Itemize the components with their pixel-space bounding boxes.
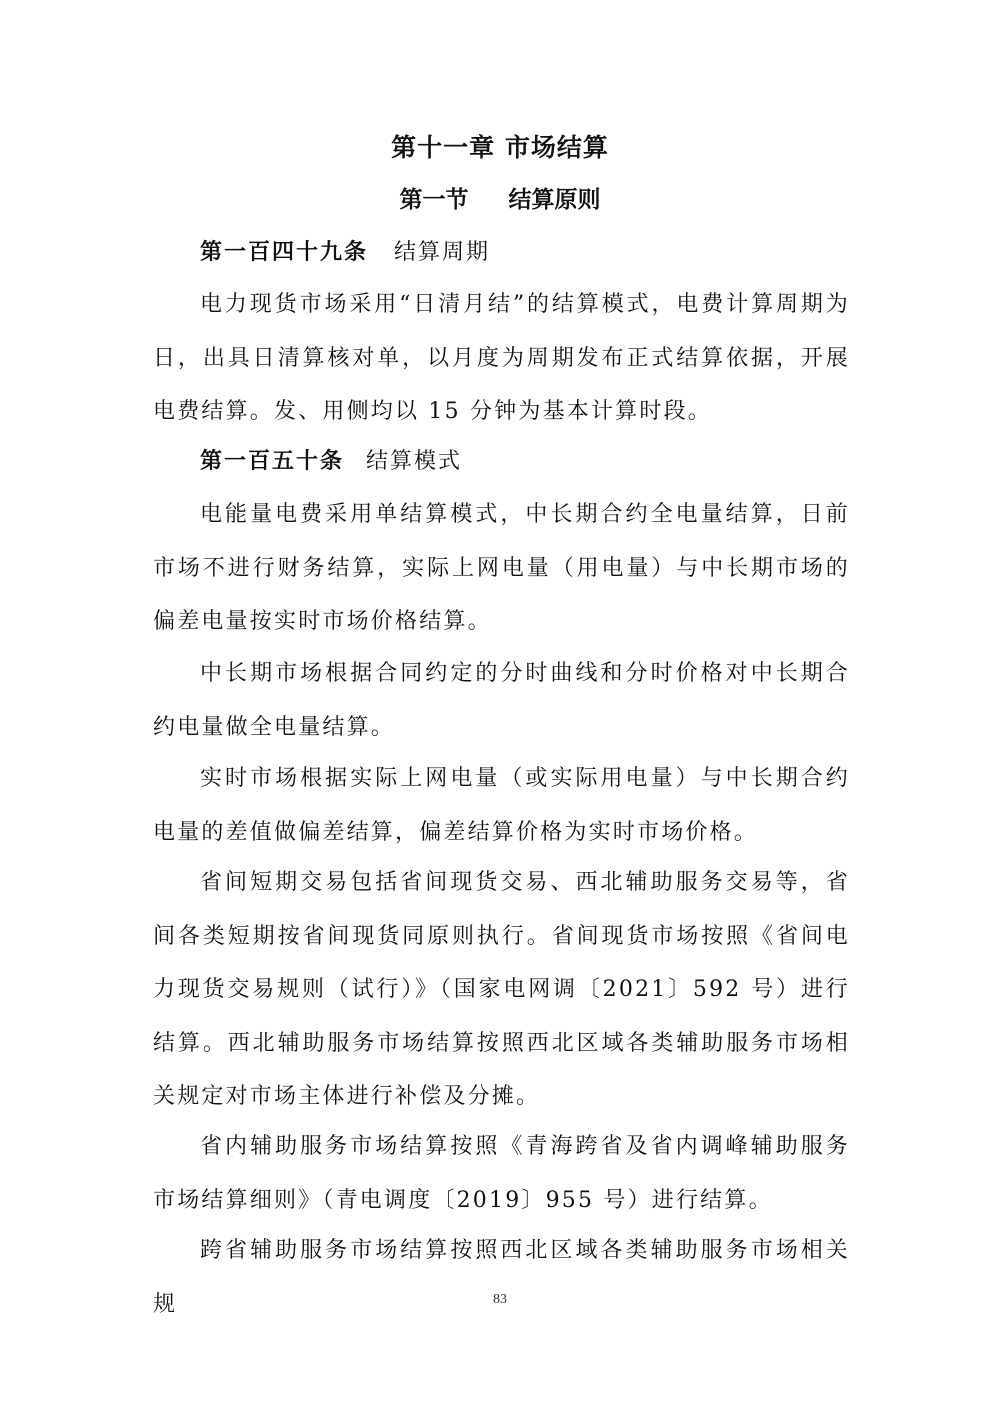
article-150-paragraph-3: 实时市场根据实际上网电量（或实际用电量）与中长期合约电量的差值做偏差结算，偏差结算价格为实时市场价格。 — [153, 766, 850, 845]
article-150-paragraph-4: 省间短期交易包括省间现货交易、西北辅助服务交易等，省间各类短期按省间现货同原则执行。省间现货市场按照《省间电力现货交易规则（试行）》（国家电网调〔2021〕592 号）进行结算。西北辅助服务市场结算按照西北区域各类辅助服务市场相关规定对市场主体进行补偿及分摊。 — [153, 870, 850, 1109]
section-name: 结算原则 — [508, 187, 601, 213]
article-150-heading — [200, 444, 462, 480]
section-title — [0, 182, 1000, 218]
article-150-number: 第一百五十条 — [200, 449, 345, 474]
page-number: 83 — [493, 1292, 507, 1307]
article-149-title: 结算周期 — [394, 240, 491, 265]
chapter-title: 第十一章 市场结算 — [391, 133, 609, 162]
article-149-paragraph-1: 电力现货市场采用“日清月结”的结算模式，电费计算周期为日，出具日清算核对单，以月度为周期发布正式结算依据，开展电费结算。发、用侧均以 15 分钟为基本计算时段。 — [153, 292, 850, 424]
article-150-paragraph-5: 省内辅助服务市场结算按照《青海跨省及省内调峰辅助服务市场结算细则》（青电调度〔2019〕955 号）进行结算。 — [153, 1134, 850, 1213]
article-150-paragraph-1: 电能量电费采用单结算模式，中长期合约全电量结算，日前市场不进行财务结算，实际上网电量（用电量）与中长期市场的偏差电量按实时市场价格结算。 — [153, 502, 850, 634]
article-150-title: 结算模式 — [366, 449, 463, 474]
section-number: 第一节 — [399, 187, 469, 213]
article-150-paragraph-2: 中长期市场根据合同约定的分时曲线和分时价格对中长期合约电量做全电量结算。 — [153, 661, 850, 740]
article-150-paragraph-6: 跨省辅助服务市场结算按照西北区域各类辅助服务市场相关规 — [153, 1238, 850, 1317]
article-149-number: 第一百四十九条 — [200, 240, 369, 265]
article-149-heading — [200, 235, 490, 271]
